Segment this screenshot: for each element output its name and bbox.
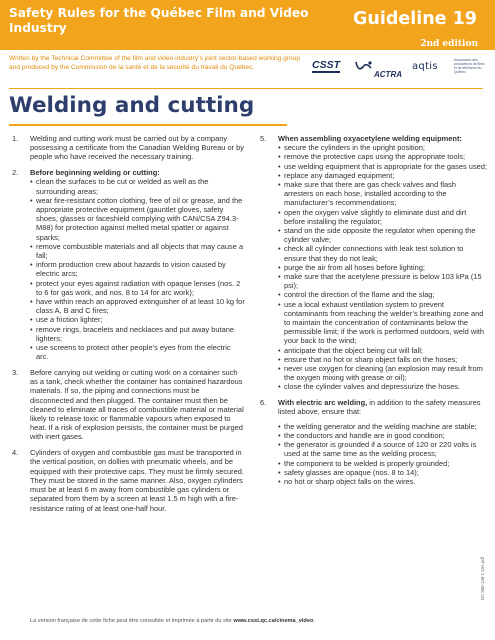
list-item: • inform production crew about hazards to vision caused by electric arcs; xyxy=(30,260,245,278)
left-column xyxy=(9,134,245,519)
list-item: • remove rings, bracelets and necklaces and put away butane lighters; xyxy=(30,325,245,343)
rule-item-4 xyxy=(9,448,245,512)
list-item: • the welding generator and the welding machine are stable; xyxy=(278,422,487,431)
list-item: • never use oxygen for cleaning (an explosion may result from the oxygen mixing with grease or oil); xyxy=(278,364,487,382)
item-number: 2. xyxy=(12,168,19,178)
list-item: • protect your eyes against radiation with opaque lenses (nos. 2 to 6 for gas work, and nos. 8 to 14 for arc work); xyxy=(30,279,245,297)
list-item: • remove the protective caps using the appropriate tools; xyxy=(278,152,487,161)
title-underline xyxy=(9,124,287,126)
bullet-list xyxy=(278,422,487,486)
list-item: • anticipate that the object being cut will fall; xyxy=(278,346,487,355)
list-item: • replace any damaged equipment; xyxy=(278,171,487,180)
list-item: • make sure that there are gas check valves and flash arresters on each hose, installed according to the manufacturer’s recommendations; xyxy=(278,180,487,208)
uda-logo xyxy=(354,59,374,80)
guideline-number: Guideline 19 xyxy=(353,9,477,29)
footer-text: La version française de cette fiche peut être consultée et imprimée à partir du site xyxy=(30,618,234,624)
list-item: • ensure that no hot or sharp object falls on the hoses; xyxy=(278,355,487,364)
item-number: 5. xyxy=(260,134,267,143)
list-item: • the generator is grounded if a source of 120 or 220 volts is used at the same time as the welding process; xyxy=(278,440,487,458)
item-lead: With electric arc welding, xyxy=(278,398,368,408)
bullet-list xyxy=(278,143,487,391)
list-item: • check all cylinder connections with leak test solution to ensure that they do not leak; xyxy=(278,244,487,262)
partner-logos xyxy=(310,58,490,86)
actra-logo: ACTRA xyxy=(374,70,402,79)
rule-item-2 xyxy=(9,168,245,361)
footer-end: . xyxy=(313,618,315,624)
list-item: • the conductors and handle are in good condition; xyxy=(278,431,487,440)
list-item: • wear fire-resistant cotton clothing, free of oil or grease, and the appropriate protective equipment (gauntlet gloves, safety shoes, glasses or faceshield complying with CAN/CSA Z94.3-M88) for protection against melted metal spatter or against sparks; xyxy=(30,196,245,242)
list-item: • open the oxygen valve slightly to eliminate dust and dirt before installing the regulator; xyxy=(278,208,487,226)
csst-logo: CSST xyxy=(312,59,341,71)
item-text: Before carrying out welding or cutting work on a container such as a tank, check whether the container has contained hazardous materials. If so, the piping and connections must be disconnected and then plugged. The container must then be cleaned to eliminate all traces of combustible material or material likely to release toxic or flammable vapours when exposed to heat. If a risk of explosion persists, the container must be purged with inert gases. xyxy=(30,368,244,442)
item-number: 1. xyxy=(12,134,19,143)
list-item: • close the cylinder valves and depressurize the hoses. xyxy=(278,382,487,391)
list-item: • secure the cylinders in the upright position; xyxy=(278,143,487,152)
producers-association-logo: Association des producteurs de films et de télévision du Québec xyxy=(454,58,485,75)
list-item: • clean the surfaces to be cut or welded as well as the surrounding areas; xyxy=(30,177,245,195)
credits-text: Written by the Technical Committee of the film and video industry’s joint sector-based working group and produced by the Commission de la santé et de la sécurité du travail du Québec. xyxy=(9,55,300,71)
footer-link[interactable]: www.csst.qc.ca/cinema_video xyxy=(233,618,314,624)
document-code: DC 500-136-1 19A.pdf xyxy=(480,557,485,600)
rule-item-6 xyxy=(257,398,487,486)
item-lead-rest: in addition to the safety measures listed above, ensure that: xyxy=(278,398,481,417)
item-text: Welding and cutting work must be carried out by a company possessing a certificate from the Canadian Welding Bureau or by people who have received the necessary training. xyxy=(30,134,245,162)
right-column xyxy=(257,134,487,493)
rule-item-3 xyxy=(9,368,245,442)
item-number: 3. xyxy=(12,368,19,378)
list-item: • have within reach an approved extinguisher of at least 10 kg for class A, B and C fires; xyxy=(30,297,245,315)
list-item: • use welding equipment that is appropriate for the gases used; xyxy=(278,162,487,171)
edition-label: 2nd edition xyxy=(420,39,478,49)
list-item: • the component to be welded is properly grounded; xyxy=(278,459,487,468)
header-divider xyxy=(9,88,483,89)
list-item: • use a friction lighter; xyxy=(30,315,245,324)
list-item: • no hot or sharp object falls on the wires. xyxy=(278,477,487,486)
bullet-list xyxy=(30,177,245,361)
list-item: • use a local exhaust ventilation system to prevent contaminants from reaching the welder’s breathing zone and to maintain the concentration of contaminants below the permissible limit; if the work is performed outdoors, weld with your back to the wind; xyxy=(278,300,487,346)
list-item: • make sure that the acetylene pressure is below 103 kPa (15 psi); xyxy=(278,272,487,290)
rule-item-1 xyxy=(9,134,245,162)
footer-note xyxy=(30,618,315,624)
series-title: Safety Rules for the Québec Film and Video Industry xyxy=(9,6,309,35)
list-item: • stand on the side opposite the regulator when opening the cylinder valve; xyxy=(278,226,487,244)
item-number: 6. xyxy=(260,398,267,408)
item-number: 4. xyxy=(12,448,19,458)
list-item: • control the direction of the flame and the slag; xyxy=(278,290,487,299)
rule-item-5 xyxy=(257,134,487,392)
list-item: • purge the air from all hoses before lighting; xyxy=(278,263,487,272)
page-title: Welding and cutting xyxy=(9,93,255,118)
list-item: • remove combustible materials and all objects that may cause a fall; xyxy=(30,242,245,260)
header-banner xyxy=(0,0,495,50)
item-lead: Before beginning welding or cutting: xyxy=(30,168,160,178)
list-item: • use screens to protect other people’s eyes from the electric arc. xyxy=(30,343,245,361)
list-item: • safety glasses are opaque (nos. 8 to 14); xyxy=(278,468,487,477)
item-text: Cylinders of oxygen and combustible gas must be transported in the vertical position, on dollies with pneumatic wheels, and be equipped with their protective caps. They must be firmly secured. They must be stored in the same manner. Also, oxygen cylinders must be at least 6 m away from combustible gas cylinders or separated from them by a screen at least 1.5 m high with a fire-resistance rating of at least one-half hour. xyxy=(30,448,244,513)
aqtis-logo: aqtis xyxy=(412,61,438,72)
item-lead: When assembling oxyacetylene welding equipment: xyxy=(278,134,462,143)
